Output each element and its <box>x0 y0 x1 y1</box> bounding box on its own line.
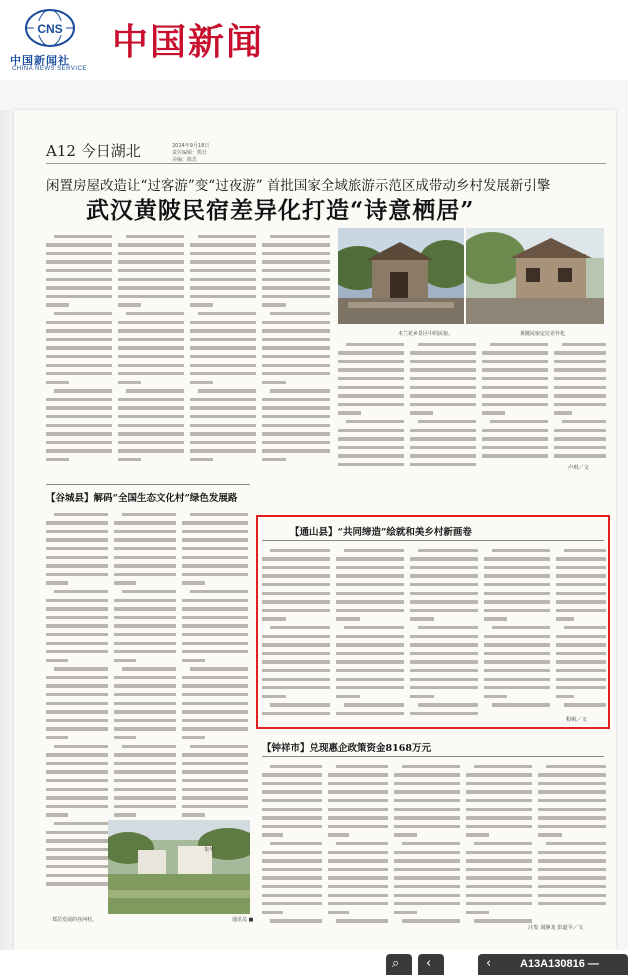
lead-headline[interactable]: 武汉黄陂民宿差异化打造“诗意栖居” <box>86 197 475 224</box>
page-edge-shadow <box>0 110 14 950</box>
story-three-title[interactable]: 【通山县】“共同缔造”绘就和美乡村新画卷 <box>290 527 472 538</box>
lead-subhead[interactable]: 闲置房屋改造让“过客游”变“过夜游” 首批国家全域旅游示范区成带动乡村发展新引擎 <box>46 178 551 194</box>
lead-photo-2-caption: 黄陂民宿定位差异化 <box>520 331 566 337</box>
cns-globe-icon <box>24 8 76 48</box>
story-four-col-5[interactable] <box>538 762 606 916</box>
prev-page-button[interactable] <box>418 954 444 975</box>
story-two-photo-credit: 通讯员 ■ <box>232 917 254 923</box>
lead-body-col-4[interactable] <box>262 232 330 472</box>
magnifier-icon: ⌕ <box>392 956 400 971</box>
story-three-col-5[interactable] <box>556 546 606 716</box>
zoom-button[interactable] <box>386 954 412 975</box>
lead-photo-2[interactable] <box>466 228 604 324</box>
story-four-rule <box>262 756 604 757</box>
story-three-col-3[interactable] <box>410 546 478 724</box>
story-four-sign: 汪发 刘静龙 彭道平／文 <box>528 925 584 931</box>
lead-body-col-5[interactable] <box>338 340 404 472</box>
top-bar <box>0 0 628 80</box>
story-three-sign: 程岷／文 <box>566 717 587 723</box>
page-code: A13A130816 — <box>520 958 599 970</box>
story-four-col-2[interactable] <box>328 762 388 932</box>
lead-body-col-6[interactable] <box>410 340 476 472</box>
story-three-rule <box>262 540 604 541</box>
chevron-left-icon: ‹ <box>426 956 432 971</box>
story-two-col-1[interactable] <box>46 510 108 896</box>
lead-body-col-3[interactable] <box>190 232 256 472</box>
cns-logo[interactable] <box>10 8 90 72</box>
lead-body-col-8[interactable] <box>554 340 606 466</box>
story-two-col-3[interactable] <box>182 510 248 840</box>
story-three-col-2[interactable] <box>336 546 404 724</box>
page-number: A12 今日湖北 <box>46 142 141 160</box>
lead-body-col-2[interactable] <box>118 232 184 472</box>
story-two-rule <box>46 484 250 485</box>
lead-photo-1-caption: 木兰花乡景区中的民宿。 <box>398 331 454 337</box>
story-two-sign: 朱华 <box>204 847 215 853</box>
cns-logo-name: 中国新闻社 <box>10 54 70 67</box>
story-four-col-3[interactable] <box>394 762 460 932</box>
page-date: 2024年9月18日 责任编辑：熊壮 美编：陈思 <box>172 143 210 163</box>
cns-logo-abbr: CNS <box>37 22 63 36</box>
page-header <box>46 140 606 164</box>
story-four-col-1[interactable] <box>262 762 322 932</box>
story-two-photo[interactable] <box>108 820 250 914</box>
cns-logo-name-en: CHINA NEWS SERVICE <box>12 66 87 72</box>
lead-sign: 卢琪／文 <box>568 465 589 471</box>
story-two-title[interactable]: 【谷城县】解码“全国生态文化村”绿色发展路 <box>46 493 238 504</box>
lead-body-col-1[interactable] <box>46 232 112 472</box>
lead-body-col-7[interactable] <box>482 340 548 466</box>
story-three-col-4[interactable] <box>484 546 550 716</box>
story-four-col-4[interactable] <box>466 762 532 932</box>
brand-title[interactable]: 中国新闻 <box>112 21 265 63</box>
story-two-photo-caption: 郑岳发展的谷河村。 <box>52 917 98 923</box>
chevron-left-icon: ‹ <box>486 956 492 971</box>
lead-photo-1[interactable] <box>338 228 464 324</box>
story-four-title[interactable]: 【钟祥市】兑现惠企政策资金8168万元 <box>262 743 431 754</box>
story-three-col-1[interactable] <box>262 546 330 724</box>
